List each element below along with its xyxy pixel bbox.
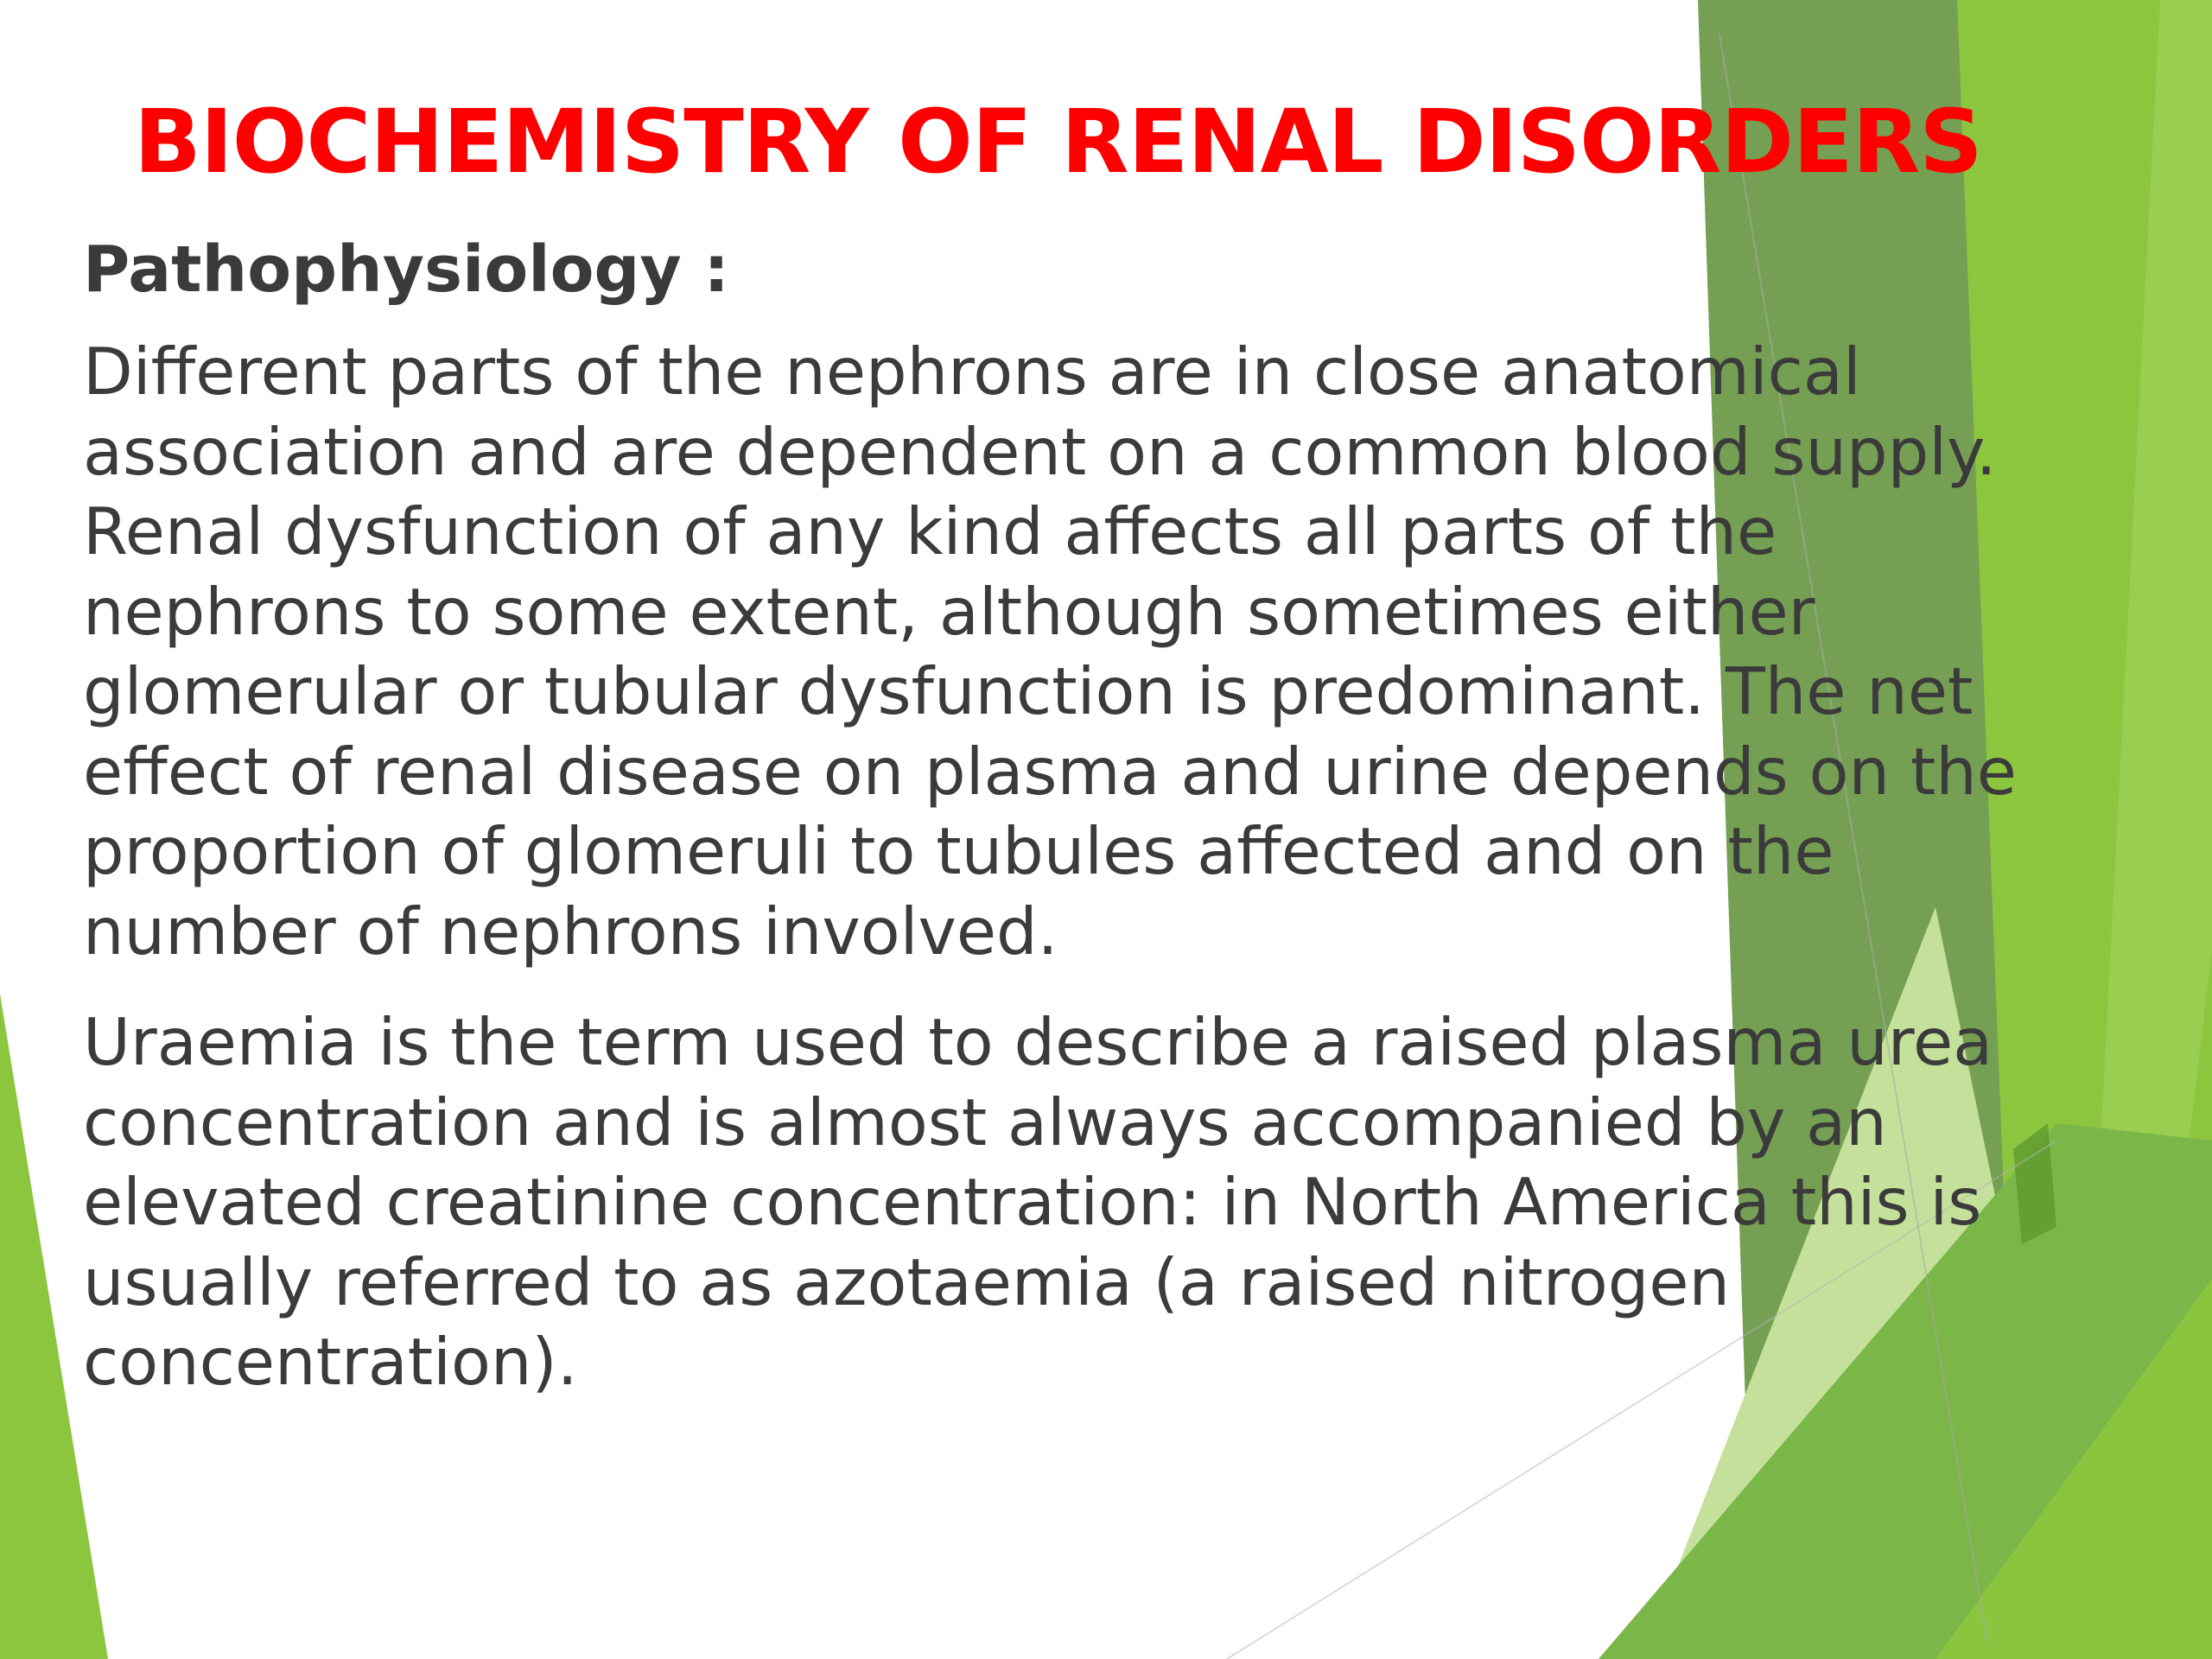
text-line: usually referred to as azotaemia (a raised nitrogen [83, 1243, 1731, 1320]
paragraph-nephron-dysfunction [83, 332, 2157, 971]
paragraph-uraemia [83, 1002, 2157, 1402]
text-line: concentration). [83, 1324, 578, 1400]
text-line: glomerular or tubular dysfunction is predominant. The net [83, 653, 1974, 729]
text-line: Different parts of the nephrons are in close anatomical [83, 334, 1861, 410]
slide-title: BIOCHEMISTRY OF RENAL DISORDERS [134, 91, 1982, 194]
text-line: nephrons to some extent, although sometimes either [83, 573, 1815, 650]
text-line: number of nephrons involved. [83, 893, 1058, 969]
text-line: Renal dysfunction of any kind affects all parts of the [83, 493, 1777, 569]
text-line: Uraemia is the term used to describe a raised plasma urea [83, 1004, 1993, 1080]
section-subtitle: Pathophysiology : [83, 232, 729, 307]
text-line: elevated creatinine concentration: in North America this is [83, 1164, 1982, 1240]
text-line: association and are dependent on a common blood supply. [83, 413, 1997, 490]
text-line: effect of renal disease on plasma and urine depends on the [83, 733, 2017, 810]
text-line: concentration and is almost always accompanied by an [83, 1084, 1887, 1160]
text-line: proportion of glomeruli to tubules affected and on the [83, 813, 1834, 889]
slide-body [83, 226, 2157, 1402]
